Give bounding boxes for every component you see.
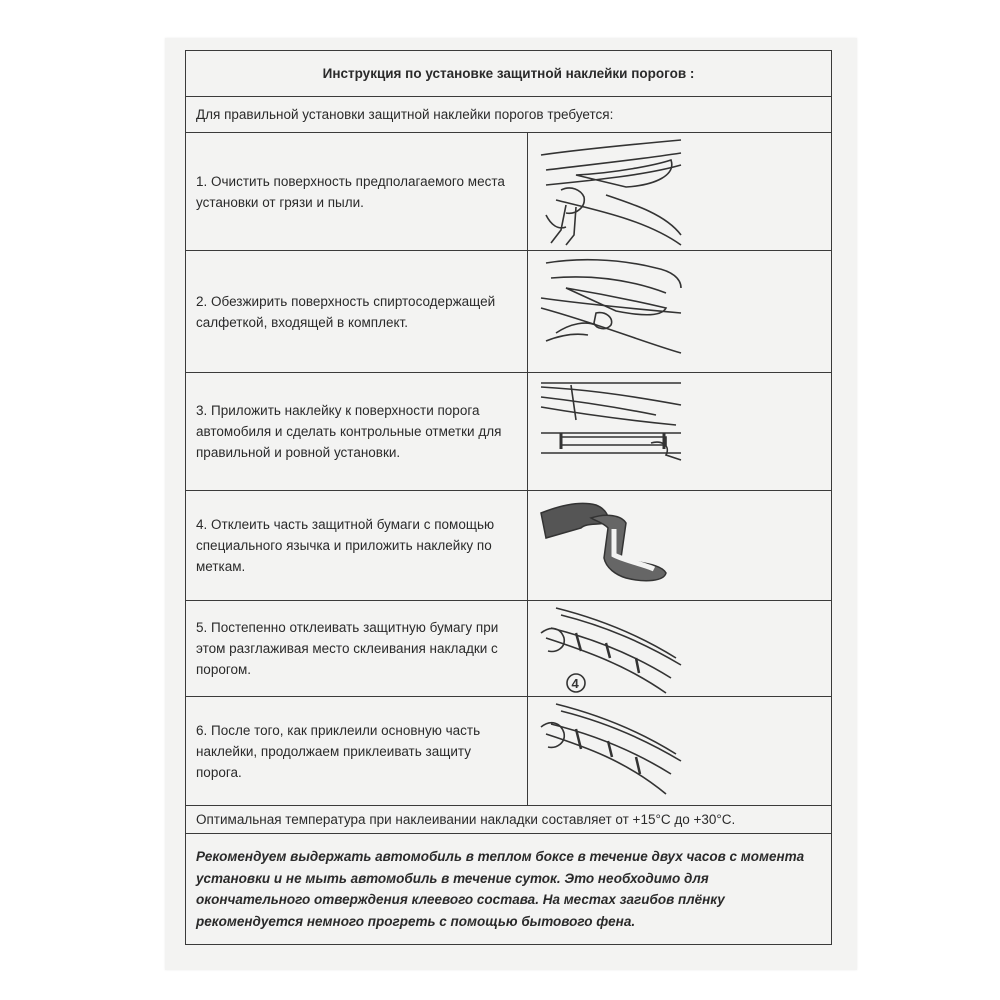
step-row-6 <box>186 697 831 806</box>
instruction-table <box>185 50 832 945</box>
temperature-note: Оптимальная температура при наклеивании накладки составляет от +15°С до +30°С. <box>186 806 831 834</box>
step-row-1 <box>186 133 831 251</box>
step-illustration-1 <box>528 133 831 250</box>
step-illustration-3 <box>528 373 831 490</box>
intro-text: Для правильной установки защитной наклейки порогов требуется: <box>186 97 831 133</box>
step-illustration-4 <box>528 491 831 600</box>
figure-label-4: 4 <box>571 676 579 691</box>
step-illustration-2 <box>528 251 831 372</box>
recommendation-text: Рекомендуем выдержать автомобиль в теплом боксе в течение двух часов с момента установки и не мыть автомобиль в течение суток. Это необходимо для окончательного отверждения клеевого состава. На местах загибов плёнку рекомендуется немного прогреть с помощью бытового фена. <box>196 849 805 929</box>
step-text-5: 5. Постепенно отклеивать защитную бумагу при этом разглаживая место склеивания накладки с порогом. <box>186 601 528 696</box>
step-text-6: 6. После того, как приклеили основную часть наклейки, продолжаем приклеивать защиту порога. <box>186 697 528 805</box>
step-text-4: 4. Отклеить часть защитной бумаги с помощью специального язычка и приложить наклейку по меткам. <box>186 491 528 600</box>
step-illustration-6 <box>528 697 831 805</box>
step-text-2: 2. Обезжирить поверхность спиртосодержащей салфеткой, входящей в комплект. <box>186 251 528 372</box>
step-text-3: 3. Приложить наклейку к поверхности порога автомобиля и сделать контрольные отметки для правильной и ровной установки. <box>186 373 528 490</box>
step-row-2 <box>186 251 831 373</box>
step-text-1: 1. Очистить поверхность предполагаемого места установки от грязи и пыли. <box>186 133 528 250</box>
document-title: Инструкция по установке защитной наклейки порогов : <box>186 51 831 97</box>
step-row-5 <box>186 601 831 697</box>
step-row-4 <box>186 491 831 601</box>
step-row-3 <box>186 373 831 491</box>
step-illustration-5 <box>528 601 831 696</box>
